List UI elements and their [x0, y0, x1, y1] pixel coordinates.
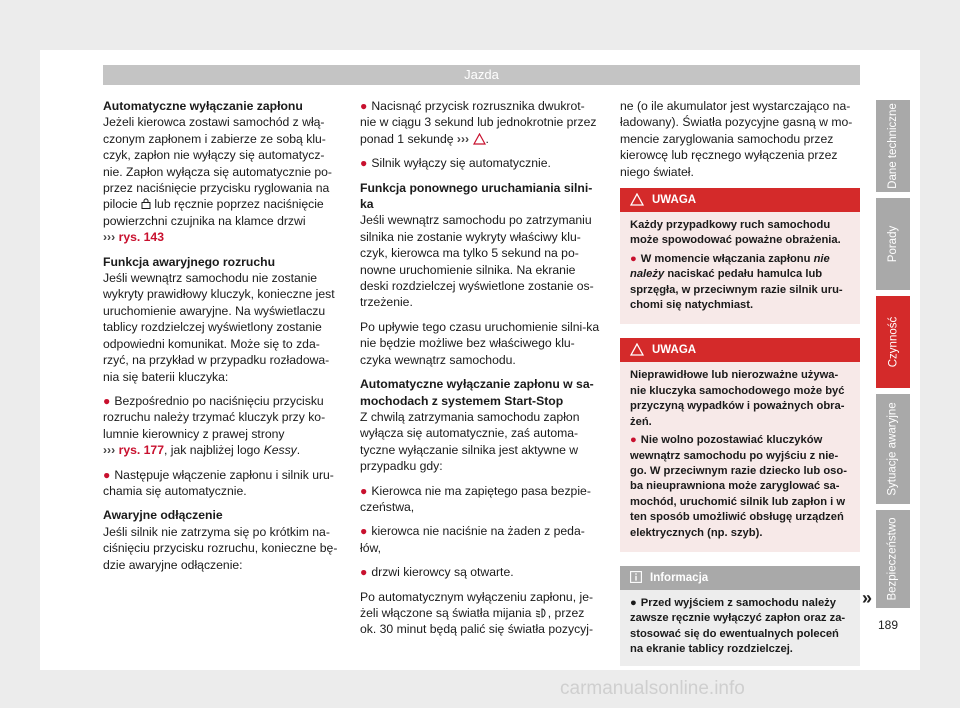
- bullet-icon: ●: [630, 596, 637, 609]
- column-3: [620, 98, 860, 666]
- paragraph: Po upływie tego czasu uruchomienie silni-ka nie będzie możliwe bez właściwego klu-czyka wewnątrz samochodu.: [360, 319, 600, 367]
- section-heading: Funkcja ponownego uruchamiania silni-ka: [360, 180, 593, 212]
- continue-arrow-icon: »: [862, 588, 873, 608]
- paragraph-text: lub ręcznie poprzez naciśnięcie powierzchni czujnika na klamce drzwi: [103, 197, 324, 228]
- list-item: [103, 393, 343, 459]
- list-item-text: drzwi kierowcy są otwarte.: [371, 565, 514, 580]
- section-heading: Automatyczne wyłączanie zapłonu w sa-mochodach z systemem Start-Stop: [360, 377, 594, 408]
- warning-emphasis: nie należy: [630, 252, 830, 281]
- watermark: carmanualsonline.info: [560, 678, 745, 699]
- list-item-text: Kierowca nie ma zapiętego pasa bezpie-czeństwa,: [360, 483, 591, 514]
- warning-box-body: [620, 212, 860, 324]
- warning-triangle-icon: [630, 343, 644, 356]
- bullet-icon: ●: [630, 434, 637, 447]
- paragraph-text: Jeżeli kierowca zostawi samochód z włą-czonym zapłonem i zabierze ze sobą klu-czyk, zapłon nie wyłączy się automatycz-nie. Zapłon wyłącza się automatycznie po-przez naciśnięcie przycisku ryglowania na pilocie: [103, 115, 332, 212]
- sidebar-tab-porady[interactable]: [876, 198, 910, 290]
- column-2: [360, 98, 600, 646]
- kessy-logo-text: Kessy: [263, 443, 297, 458]
- warning-triangle-icon: [630, 193, 644, 206]
- bullet-icon: ●: [630, 252, 637, 265]
- warning-text: Nieprawidłowe lub nierozważne używa-nie kluczyka samochodowego może być przyczyną wypadków i poważnych obra-żeń.: [630, 369, 845, 428]
- list-item: [360, 98, 600, 147]
- bullet-icon: ●: [103, 467, 111, 482]
- warning-triangle-icon[interactable]: [473, 133, 486, 145]
- info-box-body: [620, 590, 860, 666]
- list-item-text: , jak najbliżej logo: [163, 443, 261, 458]
- sidebar-tab-label: Czynność: [887, 316, 899, 368]
- lock-icon: [141, 198, 151, 209]
- page-number: 189: [878, 618, 899, 632]
- paragraph-text: Po automatycznym wyłączeniu zapłonu, je-żeli włączone są światła mijania: [360, 589, 594, 620]
- warning-text: Każdy przypadkowy ruch samochodu może spowodować poważne obrażenia.: [630, 219, 841, 247]
- warning-box-header: [620, 338, 860, 362]
- paragraph: [103, 114, 343, 245]
- warning-box-title: UWAGA: [652, 344, 697, 357]
- warning-box-header: [620, 188, 860, 212]
- reference-arrows: ›››: [456, 131, 470, 146]
- figure-reference[interactable]: rys. 143: [118, 230, 164, 245]
- paragraph-text: , przez ok. 30 minut będą palić się światła pozycyj-: [360, 605, 594, 637]
- bullet-icon: ●: [360, 99, 368, 113]
- list-item: [360, 483, 600, 516]
- list-item-text: Bezpośrednio po naciśnięciu przycisku rozruchu należy trzymać kluczyk przy ko-lumnie kierownicy z prawej strony: [103, 393, 326, 441]
- column-1: [103, 98, 343, 581]
- paragraph: Jeśli wewnątrz samochodu nie zostanie wykryty prawidłowy kluczyk, konieczne jest uruchomienie awaryjne. Na wyświetlaczu tablicy rozdzielczej wyświetlony zostanie odpowiedni komunikat. Może się to zda-rzyć, na przykład w przypadku rozładowa-nia się baterii kluczyka:: [103, 271, 335, 384]
- low-beam-icon: [535, 608, 548, 618]
- sidebar-tab-dane-techniczne[interactable]: [876, 100, 910, 192]
- sidebar-tab-label: Dane techniczne: [887, 103, 900, 189]
- reference-arrows: ›››: [103, 230, 116, 245]
- bullet-icon: ●: [360, 524, 368, 539]
- paragraph: ne (o ile akumulator jest wystarczająco na-ładowany). Światła pozycyjne gasną w mo-mencie zaryglowania samochodu przez kierowcę lub ręcznego wyłączenia przez niego świateł.: [620, 99, 853, 179]
- info-text: Przed wyjściem z samochodu należy zawsze ręcznie wyłączyć zapłon oraz za-stosować się do ewentualnych poleceń na ekranie tablicy rozdzielczej.: [630, 596, 846, 656]
- info-box-title: Informacja: [650, 571, 709, 584]
- bullet-icon: ●: [103, 393, 111, 408]
- figure-reference[interactable]: rys. 177: [118, 443, 164, 458]
- paragraph: Z chwilą zatrzymania samochodu zapłon wyłącza się automatycznie, zaś automa-tyczne wyłączanie silnika jest aktywne w przypadku gdy:: [360, 409, 580, 474]
- warning-text: Nie wolno pozostawiać kluczyków wewnątrz samochodu po wyjściu z nie-go. W przeciwnym razie dziecko lub oso-ba nieuprawniona może zaryglować sa-mochód, uruchomić silnik lub zapłon i w ten sposób umożliwić obsługę urządzeń elektrycznych (np. szyb).: [630, 434, 847, 539]
- warning-box-body: [620, 362, 860, 551]
- list-item: [103, 467, 343, 500]
- list-item-text: .: [485, 131, 489, 146]
- warning-text: W momencie włączania zapłonu: [640, 252, 811, 265]
- paragraph: Jeśli silnik nie zatrzyma się po krótkim na-ciśnięciu przycisku rozruchu, konieczne bę-dzie awaryjne odłączenie:: [103, 524, 338, 572]
- sidebar-tab-sytuacje-awaryjne[interactable]: [876, 394, 910, 504]
- paragraph: Jeśli wewnątrz samochodu po zatrzymaniu silnika nie zostanie wykryty właściwy klu-czyk, kierowca ma tylko 5 sekund na po-nowne uruchomienie silnika. Na ekranie deski rozdzielczej wyświetlone zostanie os-trzeżenie.: [360, 213, 594, 310]
- bullet-icon: ●: [360, 565, 368, 580]
- list-item-text: Nacisnąć przycisk rozrusznika dwukrot-nie w ciągu 3 sekund lub jednokrotnie przez ponad 1 sekundę: [360, 99, 597, 146]
- sidebar-tab-label: Bezpieczeństwo: [887, 517, 900, 601]
- section-heading: Automatyczne wyłączanie zapłonu: [103, 99, 303, 113]
- list-item: [360, 155, 600, 171]
- page-header: Jazda: [103, 65, 860, 85]
- sidebar-tab-label: Sytuacje awaryjne: [887, 402, 900, 496]
- warning-text: naciskać pedału hamulca lub sprzęgła, w przeciwnym razie silnik uru-chomi się natychmiast.: [630, 268, 843, 312]
- warning-list-item: [630, 252, 850, 314]
- list-item-text: Silnik wyłączy się automatycznie.: [371, 156, 551, 171]
- section-heading: Awaryjne odłączenie: [103, 508, 223, 523]
- info-box: [620, 566, 860, 666]
- warning-box: [620, 188, 860, 324]
- bullet-icon: ●: [360, 483, 368, 498]
- sidebar-tab-label: Porady: [887, 225, 899, 263]
- info-icon: [630, 571, 642, 583]
- paragraph: [360, 589, 600, 638]
- list-item-text: Następuje włączenie zapłonu i silnik uru-chamia się automatycznie.: [103, 467, 334, 498]
- sidebar-tab-bezpieczenstwo[interactable]: [876, 510, 910, 608]
- warning-box: [620, 338, 860, 551]
- list-item: [360, 523, 600, 556]
- sidebar-tab-czynnosc[interactable]: [876, 296, 910, 388]
- reference-arrows: ›››: [103, 443, 116, 458]
- list-item-text: kierowca nie naciśnie na żaden z peda-łów,: [360, 524, 585, 555]
- info-box-header: [620, 566, 860, 590]
- list-item-text: .: [296, 443, 301, 458]
- list-item: [360, 564, 600, 580]
- warning-list-item: [630, 433, 850, 541]
- bullet-icon: ●: [360, 156, 368, 171]
- warning-box-title: UWAGA: [652, 194, 697, 207]
- section-heading: Funkcja awaryjnego rozruchu: [103, 254, 276, 269]
